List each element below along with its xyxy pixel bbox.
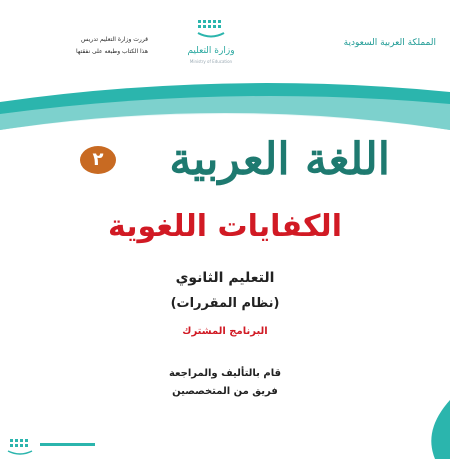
course-system: (نظام المقررات): [170, 296, 280, 311]
corner-arc-decoration: [405, 400, 450, 459]
ministry-logo: [176, 18, 246, 70]
notice-line-2: هذا الكتاب وطبعه على نفقتها: [75, 48, 148, 55]
subject-title-row: [60, 128, 390, 194]
teal-arc-band: [0, 70, 450, 130]
notice-line-1: قررت وزارة التعليم تدريس: [81, 36, 148, 43]
authors-line-2: فريق من المتخصصين: [172, 386, 278, 397]
education-level: التعليم الثانوي: [175, 270, 275, 286]
cover-header: [0, 0, 450, 78]
ministry-name: وزارة التعليم: [187, 46, 235, 56]
part-number-badge: ٢: [80, 146, 116, 174]
authors-line-1: قام بالتأليف والمراجعة: [168, 368, 282, 379]
ministry-logo-icon: [196, 18, 226, 40]
ministry-logo-small-icon: [4, 435, 104, 459]
subject-title: اللغة العربية: [169, 134, 390, 185]
series-title: الكفايات اللغوية: [108, 209, 342, 244]
ministry-notice: [18, 34, 148, 58]
kingdom-label: المملكة العربية السعودية: [343, 38, 436, 48]
program-name: البرنامج المشترك: [182, 326, 268, 337]
ministry-name-en: Ministry of Education: [189, 59, 233, 64]
